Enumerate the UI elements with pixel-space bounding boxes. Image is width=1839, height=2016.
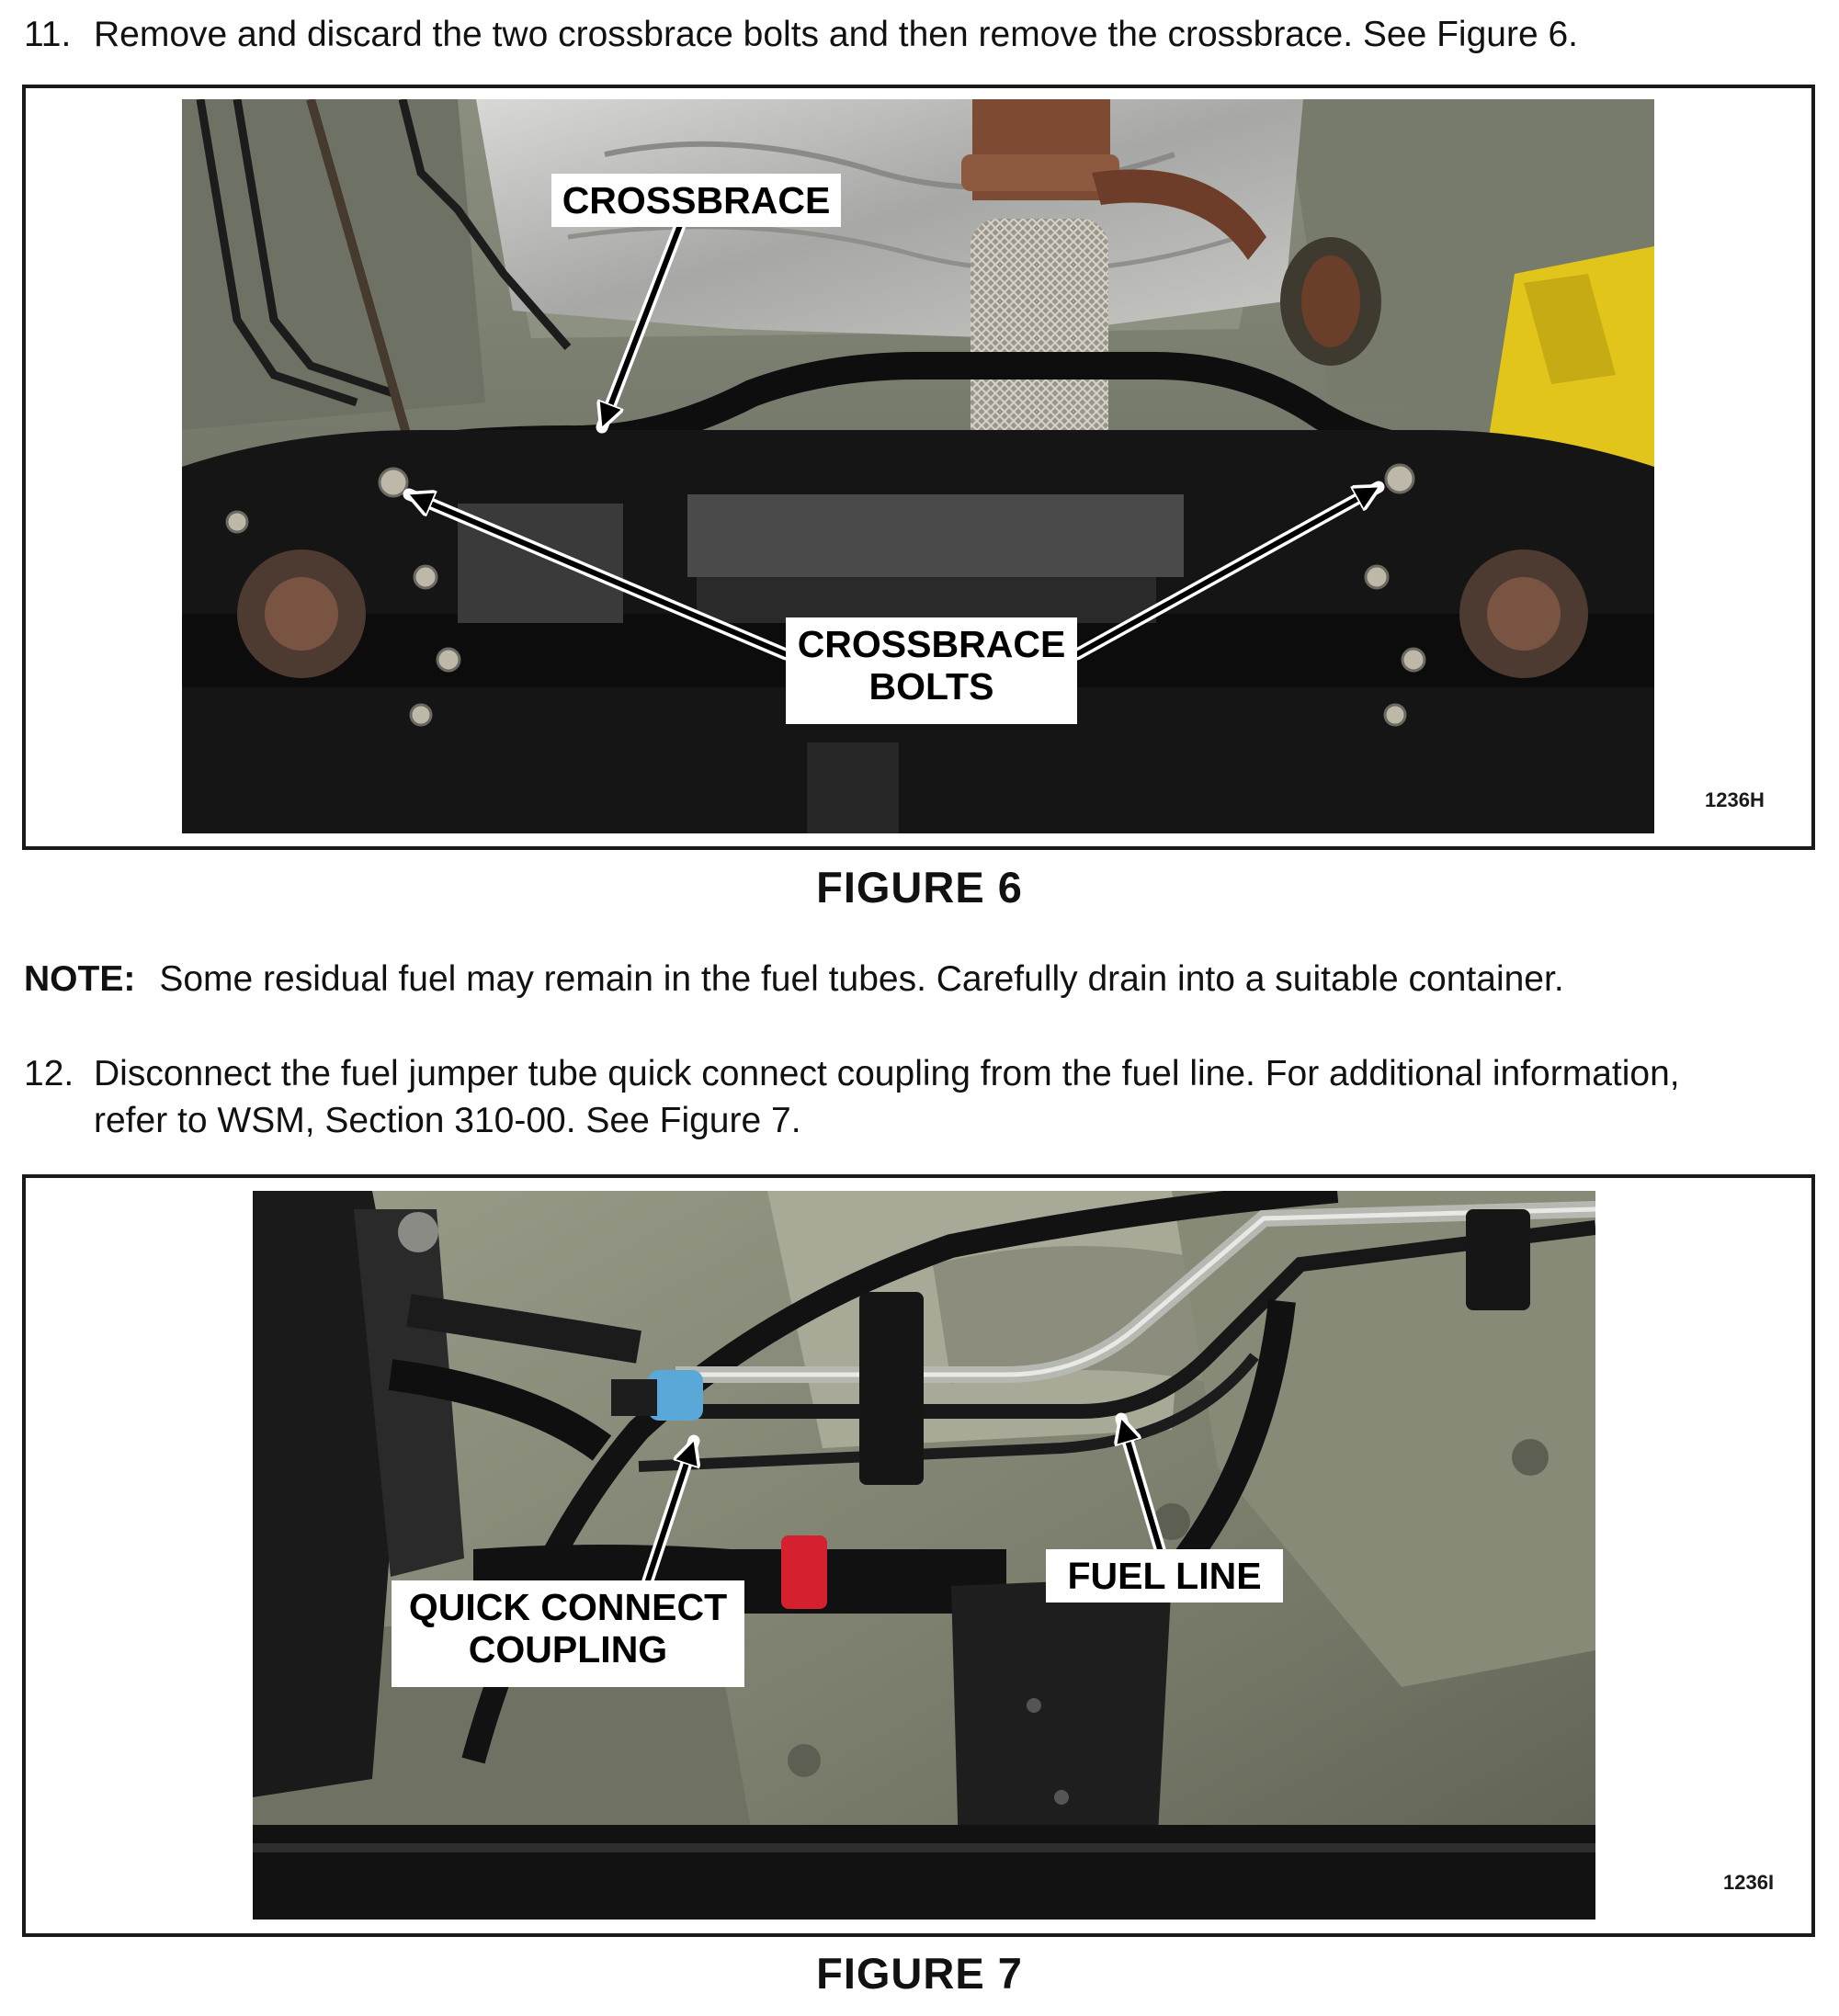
step-text: [94, 1050, 1816, 1144]
figure-6-caption: FIGURE 6: [816, 863, 1023, 912]
coupling-arrow: [648, 1441, 694, 1580]
step-number: 12.: [24, 1054, 74, 1093]
step-text-line1: Disconnect the fuel jumper tube quick connect coupling from the fuel line. For additional information,: [94, 1054, 1680, 1093]
figure-6-code: 1236H: [1705, 788, 1765, 811]
note: [24, 956, 1816, 1002]
callout-crossbrace-bolts: [786, 617, 1077, 724]
callout-fuel-line: [1046, 1549, 1283, 1603]
step-text: Remove and discard the two crossbrace bolts and then remove the crossbrace. See Figure 6.: [94, 15, 1578, 54]
step-text-line2: refer to WSM, Section 310-00. See Figure 7.: [94, 1101, 801, 1140]
figure-7-code: 1236I: [1723, 1871, 1775, 1894]
figure-7-caption: FIGURE 7: [816, 1949, 1023, 1998]
callout-crossbrace: [551, 174, 841, 227]
figure-7-arrows: [0, 1174, 1839, 1937]
bolt-arrow-right: [1077, 487, 1379, 654]
step-12: [24, 1050, 1816, 1144]
note-label: NOTE:: [24, 959, 136, 999]
note-text: Some residual fuel may remain in the fuel tubes. Carefully drain into a suitable container.: [159, 959, 1564, 999]
callout-quick-connect-coupling: [392, 1580, 744, 1687]
callout-crossbrace-text: CROSSBRACE: [562, 179, 831, 221]
crossbrace-arrow: [602, 225, 680, 427]
callout-coupling-line1: QUICK CONNECT: [408, 1586, 728, 1628]
callout-bolts-line1: CROSSBRACE: [797, 623, 1066, 665]
fuel-line-arrow: [1121, 1419, 1160, 1549]
callout-fuel-line-text: FUEL LINE: [1067, 1555, 1262, 1597]
callout-bolts-line2: BOLTS: [868, 665, 994, 708]
bolt-arrow-left: [409, 494, 786, 654]
callout-coupling-line2: COUPLING: [468, 1628, 668, 1671]
step-number: 11.: [24, 15, 72, 54]
figure-6-arrows: [0, 0, 1839, 919]
